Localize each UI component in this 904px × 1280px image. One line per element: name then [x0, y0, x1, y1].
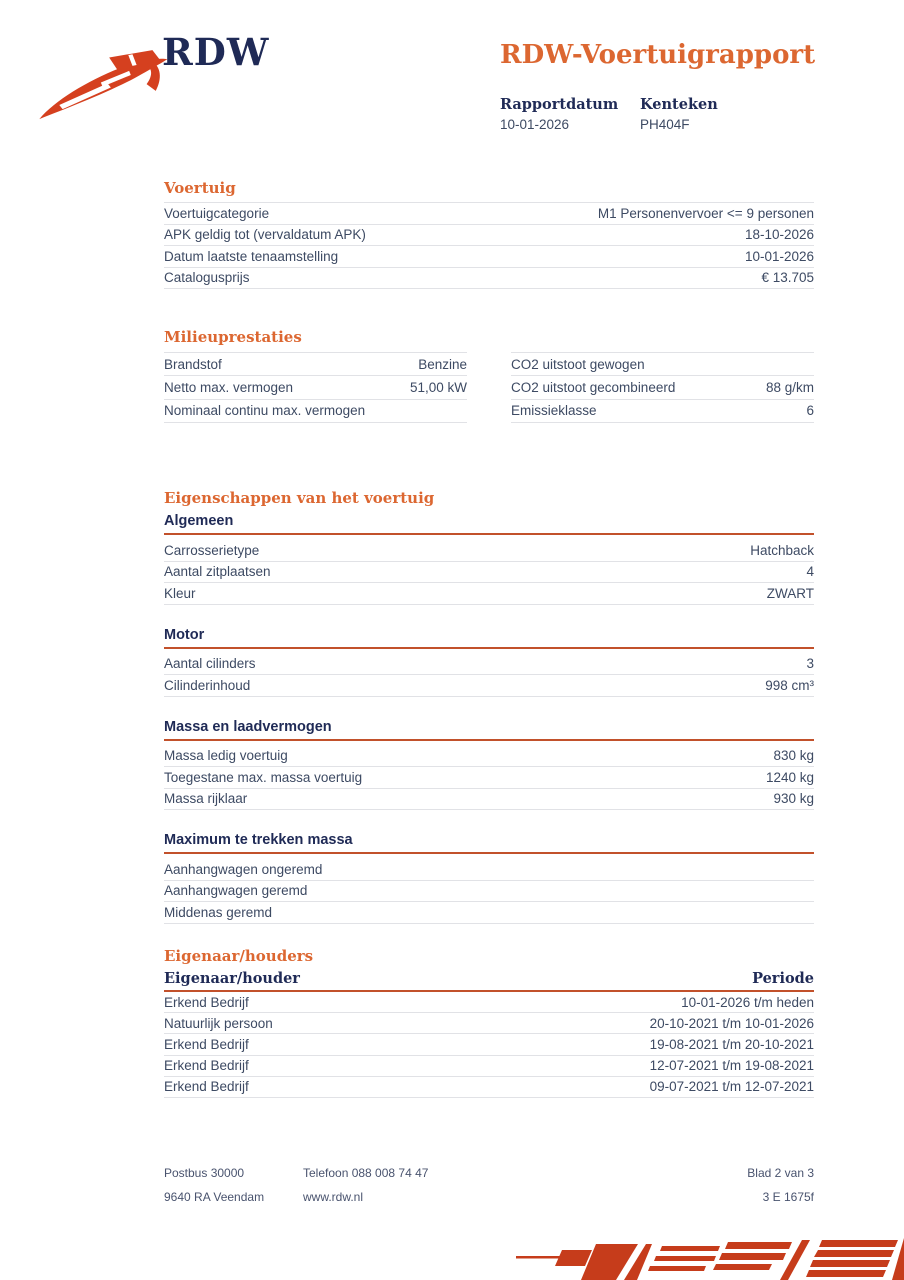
- row-value: 10-01-2026: [744, 248, 814, 264]
- row-value: ZWART: [766, 585, 814, 601]
- subsection-title-massa: Massa en laadvermogen: [164, 719, 814, 741]
- kenteken-label: Kenteken: [640, 96, 718, 113]
- table-row: [164, 767, 814, 789]
- table-row: [164, 583, 814, 605]
- table-row: [164, 746, 814, 768]
- row-label: Nominaal continu max. vermogen: [164, 403, 366, 419]
- owner-name: Erkend Bedrijf: [164, 994, 249, 1010]
- row-label: Massa rijklaar: [164, 791, 248, 807]
- section-voertuig: [164, 180, 814, 289]
- row-value: M1 Personenvervoer <= 9 personen: [597, 205, 814, 221]
- voertuig-table: [164, 202, 814, 289]
- table-row: [164, 902, 814, 924]
- section-title-eigenaar-houders: Eigenaar/houders: [164, 947, 314, 965]
- owner-period: 10-01-2026 t/m heden: [681, 994, 814, 1010]
- trekken-massa-table: [164, 859, 814, 924]
- section-title-voertuig: Voertuig: [164, 179, 236, 197]
- row-value: 930 kg: [773, 791, 814, 807]
- row-label: Cilinderinhoud: [164, 677, 251, 693]
- row-value: Hatchback: [750, 542, 814, 558]
- row-label: Voertuigcategorie: [164, 205, 270, 221]
- algemeen-table: [164, 540, 814, 605]
- row-label: Emissieklasse: [511, 403, 597, 419]
- report-date-label: Rapportdatum: [500, 96, 619, 113]
- table-row: [164, 225, 814, 247]
- row-label: Aanhangwagen ongeremd: [164, 861, 323, 877]
- footer-line-1: [164, 1166, 814, 1190]
- table-row: [164, 1034, 814, 1055]
- table-row: [164, 562, 814, 584]
- row-value: 998 cm³: [765, 677, 814, 693]
- rdw-logo-text: RDW: [162, 30, 270, 74]
- row-label: Catalogusprijs: [164, 270, 250, 286]
- owner-name: Erkend Bedrijf: [164, 1079, 249, 1095]
- page-footer: [164, 1166, 814, 1214]
- row-label: Brandstof: [164, 356, 222, 372]
- table-row: [164, 1013, 814, 1034]
- table-row: [164, 1077, 814, 1098]
- footer-page-info: Blad 2 van 3: [747, 1166, 814, 1180]
- page-title: RDW-Voertuigrapport: [500, 40, 816, 70]
- row-value: 18-10-2026: [744, 227, 814, 243]
- footer-postbus: Postbus 30000: [164, 1166, 245, 1180]
- owners-table: [164, 992, 814, 1098]
- milieu-columns: [164, 352, 814, 423]
- motor-table: [164, 654, 814, 697]
- column-header-owner: Eigenaar/houder: [164, 970, 300, 987]
- table-row: [511, 353, 814, 376]
- row-label: Toegestane max. massa voertuig: [164, 769, 363, 785]
- kenteken-value: PH404F: [640, 117, 690, 132]
- table-row: [164, 881, 814, 903]
- section-milieuprestaties: [164, 329, 814, 423]
- milieu-left-column: [164, 352, 467, 423]
- owners-table-header: [164, 970, 814, 992]
- speed-stripes-graphic: [504, 1236, 904, 1280]
- milieu-right-column: [511, 352, 814, 423]
- row-label: Netto max. vermogen: [164, 379, 294, 395]
- owner-name: Erkend Bedrijf: [164, 1036, 249, 1052]
- row-value: € 13.705: [761, 270, 814, 286]
- row-label: Datum laatste tenaamstelling: [164, 248, 339, 264]
- row-label: Aanhangwagen geremd: [164, 883, 308, 899]
- row-label: CO2 uitstoot gecombineerd: [511, 379, 676, 395]
- table-row: [164, 540, 814, 562]
- table-row: [511, 400, 814, 423]
- row-value: 830 kg: [773, 748, 814, 764]
- row-value: 51,00 kW: [409, 379, 467, 395]
- owner-name: Erkend Bedrijf: [164, 1058, 249, 1074]
- footer-phone: Telefoon 088 008 74 47: [303, 1166, 429, 1180]
- row-value: 4: [806, 564, 814, 580]
- subsection-title-motor: Motor: [164, 627, 814, 649]
- row-label: CO2 uitstoot gewogen: [511, 356, 645, 372]
- table-row: [164, 992, 814, 1013]
- owner-period: 20-10-2021 t/m 10-01-2026: [649, 1015, 814, 1031]
- section-title-eigenschappen: Eigenschappen van het voertuig: [164, 489, 435, 507]
- table-row: [164, 400, 467, 423]
- table-row: [164, 675, 814, 697]
- row-label: Aantal zitplaatsen: [164, 564, 271, 580]
- table-row: [164, 203, 814, 225]
- row-value: 1240 kg: [765, 769, 814, 785]
- table-row: [164, 376, 467, 399]
- table-row: [164, 654, 814, 676]
- table-row: [164, 789, 814, 811]
- subsection-title-trekken-massa: Maximum te trekken massa: [164, 832, 814, 854]
- footer-website: www.rdw.nl: [303, 1190, 364, 1204]
- row-label: Kleur: [164, 585, 196, 601]
- row-label: APK geldig tot (vervaldatum APK): [164, 227, 366, 243]
- footer-line-2: [164, 1190, 814, 1214]
- table-row: [164, 859, 814, 881]
- row-value: 3: [806, 656, 814, 672]
- owner-period: 09-07-2021 t/m 12-07-2021: [649, 1079, 814, 1095]
- massa-table: [164, 746, 814, 811]
- column-header-period: Periode: [752, 970, 814, 987]
- section-eigenaar-houders: [164, 948, 814, 1098]
- owner-period: 19-08-2021 t/m 20-10-2021: [649, 1036, 814, 1052]
- footer-doc-code: 3 E 1675f: [762, 1190, 814, 1204]
- owner-name: Natuurlijk persoon: [164, 1015, 273, 1031]
- table-row: [164, 353, 467, 376]
- subsection-title-algemeen: Algemeen: [164, 513, 814, 535]
- footer-city: 9640 RA Veendam: [164, 1190, 265, 1204]
- row-value: 88 g/km: [765, 379, 814, 395]
- table-row: [164, 268, 814, 290]
- owner-period: 12-07-2021 t/m 19-08-2021: [649, 1058, 814, 1074]
- section-title-milieuprestaties: Milieuprestaties: [164, 328, 302, 346]
- table-row: [164, 246, 814, 268]
- row-label: Massa ledig voertuig: [164, 748, 288, 764]
- row-value: Benzine: [418, 356, 467, 372]
- table-row: [164, 1056, 814, 1077]
- report-date-value: 10-01-2026: [500, 117, 570, 132]
- row-value: 6: [806, 403, 814, 419]
- row-label: Aantal cilinders: [164, 656, 256, 672]
- table-row: [511, 376, 814, 399]
- row-label: Middenas geremd: [164, 904, 273, 920]
- section-eigenschappen: [164, 490, 814, 924]
- row-label: Carrosserietype: [164, 542, 260, 558]
